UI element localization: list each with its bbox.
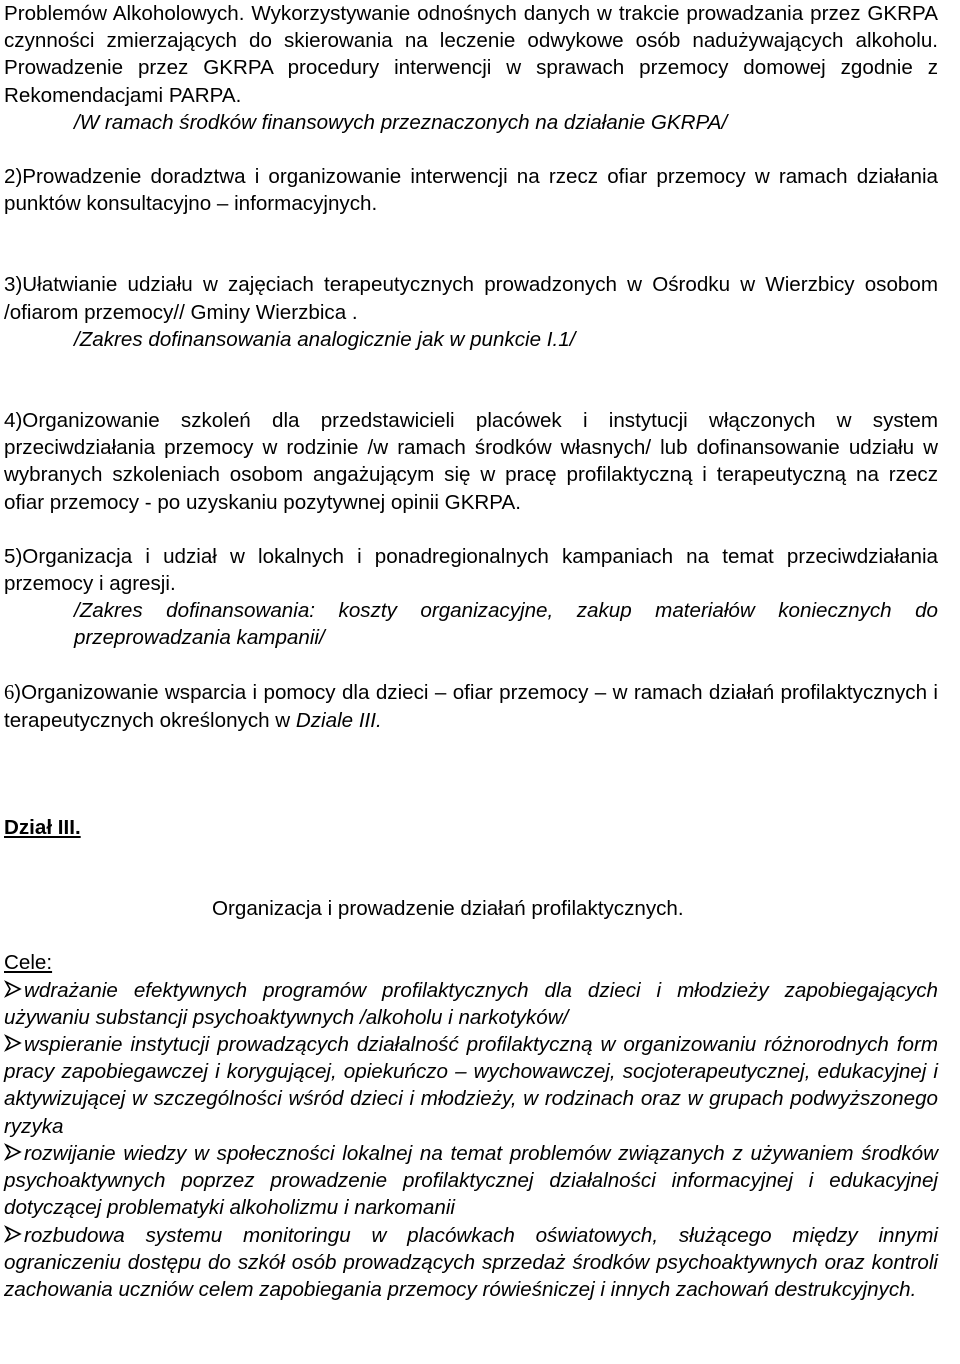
note-gkrpa-funding: /W ramach środków finansowych przeznaczonych na działanie GKRPA/ bbox=[74, 110, 728, 134]
note-item-3-funding: /Zakres dofinansowania analogicznie jak w punkcie I.1/ bbox=[74, 327, 576, 351]
item-4-training: 4)Organizowanie szkoleń dla przedstawicieli placówek i instytucji włączonych w system przeciwdziałania przemocy w rodzinie /w ramach środków własnych/ lub dofinansowanie udziału w wybranych szkoleniach osobom angażującym się w pracę profilaktyczną i terapeutyczną na rzecz ofiar przemocy - po uzyskaniu pozytywnej opinii GKRPA. bbox=[4, 409, 938, 514]
item-6-reference: Dziale III. bbox=[295, 708, 382, 732]
item-6-number: 6 bbox=[4, 681, 15, 704]
goal-bullet-text: wspieranie instytucji prowadzących działalność profilaktyczną w organizowaniu różnorodnych form pracy zapobiegawczej i korygującej, opiekuńczo – wychowawczej, socjoterapeutycznej, edukacyjnej i aktywizującej w szczególności wśród dzieci i młodzieży, w rodzinach oraz w grupach podwyższonego ryzyka bbox=[4, 1033, 938, 1138]
goal-bullet-4 bbox=[4, 1222, 938, 1304]
goal-bullet-text: wdrażanie efektywnych programów profilaktycznych dla dzieci i młodzieży zapobiegających używaniu substancji psychoaktywnych /alkoholu i narkotyków/ bbox=[4, 978, 938, 1029]
arrowhead-bullet-icon bbox=[4, 1143, 22, 1161]
document-page bbox=[4, 0, 938, 1303]
goal-bullet-text: rozbudowa systemu monitoringu w placówkach oświatowych, służącego między innymi ograniczeniu dostępu do szkół osób prowadzących sprzedaż środków psychoaktywnych oraz kontroli zachowania uczniów celem zapobiegania przemocy rówieśniczej i innych zachowań destrukcyjnych. bbox=[4, 1223, 938, 1301]
item-6-child-support bbox=[4, 679, 938, 734]
arrowhead-bullet-icon bbox=[4, 1225, 22, 1243]
paragraph-gkrpa-procedures: Problemów Alkoholowych. Wykorzystywanie odnośnych danych w trakcie prowadzania przez GKRPA czynności zmierzających do skierowania na leczenie odwykowe osób nadużywających alkoholu. Prowadzenie przez GKRPA procedury interwencji w sprawach przemocy domowej zgodnie z Rekomendacjami PARPA. bbox=[4, 2, 938, 107]
goals-label: Cele: bbox=[4, 951, 53, 975]
goal-bullet-3 bbox=[4, 1140, 938, 1222]
goal-bullet-1 bbox=[4, 977, 938, 1031]
arrowhead-bullet-icon bbox=[4, 980, 22, 998]
item-5-campaigns: 5)Organizacja i udział w lokalnych i ponadregionalnych kampaniach na temat przeciwdziałania przemocy i agresji. bbox=[4, 544, 938, 596]
goal-bullet-2 bbox=[4, 1031, 938, 1140]
section-heading-dzial-iii: Dział III. bbox=[4, 816, 81, 840]
item-6-text: )Organizowanie wsparcia i pomocy dla dzieci – ofiar przemocy – w ramach działań profilaktycznych i terapeutycznych określonych w bbox=[4, 680, 938, 732]
arrowhead-bullet-icon bbox=[4, 1034, 22, 1052]
section-subtitle: Organizacja i prowadzenie działań profilaktycznych. bbox=[212, 897, 684, 921]
note-item-5-funding: /Zakres dofinansowania: koszty organizacyjne, zakup materiałów koniecznych do przeprowadzania kampanii/ bbox=[74, 599, 938, 650]
goal-bullet-text: rozwijanie wiedzy w społeczności lokalnej na temat problemów związanych z używaniem środków psychoaktywnych poprzez prowadzenie profilaktycznej działalności informacyjnej i edukacyjnej dotyczącej problematyki alkoholizmu i narkomanii bbox=[4, 1141, 938, 1220]
item-3-therapy: 3)Ułatwianie udziału w zajęciach terapeutycznych prowadzonych w Ośrodku w Wierzbicy osobom /ofiarom przemocy// Gminy Wierzbica . bbox=[4, 273, 938, 324]
item-2-consultation: 2)Prowadzenie doradztwa i organizowanie interwencji na rzecz ofiar przemocy w ramach działania punktów konsultacyjno – informacyjnych. bbox=[4, 165, 938, 216]
